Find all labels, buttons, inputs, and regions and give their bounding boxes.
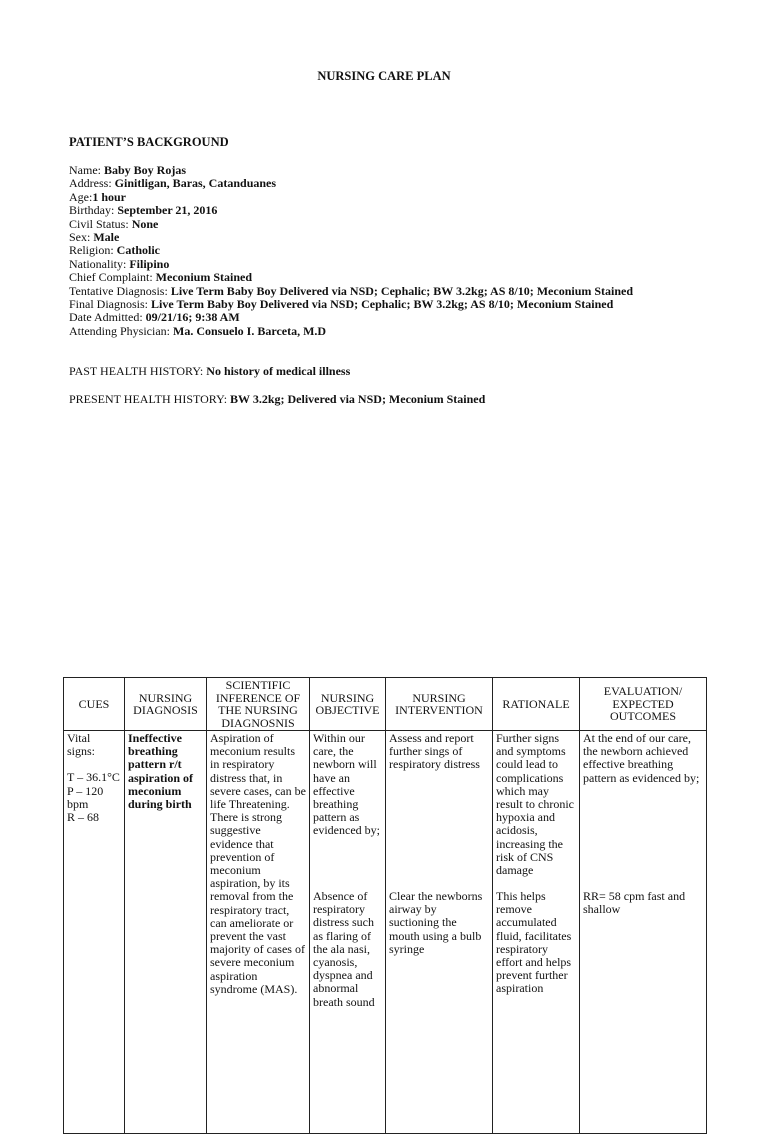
cell-rationale: [493, 731, 580, 1134]
cell-cues: [64, 731, 125, 1134]
cell-evaluation: [580, 731, 707, 1134]
cell-diagnosis: Ineffective breathing pattern r/t aspiration of meconium during birth: [125, 731, 207, 1134]
table-row: [64, 731, 707, 1134]
cues-pulse: P – 120 bpm: [67, 783, 104, 811]
objective-text-1: Within our care, the newborn will have an effective breathing pattern as evidenced by;: [313, 731, 380, 838]
table-header-row: [64, 678, 707, 731]
patient-info: [69, 164, 633, 338]
evaluation-text-2: RR= 58 cpm fast and shallow: [583, 889, 686, 917]
rationale-text-1: Further signs and symptoms could lead to complications which may result to chronic hypoxia and acidosis, increasing the risk of CNS damage: [496, 731, 574, 878]
attending-physician: Attending Physician: Ma. Consuelo I. Barceta, M.D: [69, 323, 327, 338]
evaluation-text-1: At the end of our care, the newborn achieved effective breathing pattern as evidenced by;: [583, 731, 700, 785]
document-title: NURSING CARE PLAN: [317, 69, 451, 83]
intervention-text-1: Assess and report further sings of respiratory distress: [389, 731, 480, 772]
header-nursing-objective: NURSING OBJECTIVE: [310, 678, 386, 731]
final-diagnosis: Final Diagnosis: Live Term Baby Boy Delivered via NSD; Cephalic; BW 3.2kg; AS 8/10; Meconium Stained: [69, 297, 614, 312]
patient-religion: Religion: Catholic: [69, 243, 161, 258]
header-nursing-intervention: NURSING INTERVENTION: [386, 678, 493, 731]
cell-inference: Aspiration of meconium results in respiratory distress that, in severe cases, can be life Threatening. There is strong suggestive evidence that prevention of meconium aspiration, by its removal from the respiratory tract, can ameliorate or prevent the vast majority of cases of severe meconium aspiration syndrome (MAS).: [207, 731, 310, 1134]
cues-temperature: T – 36.1°C: [67, 770, 120, 785]
patient-nationality: Nationality: Filipino: [69, 256, 170, 271]
patient-address: Address: Ginitligan, Baras, Catanduanes: [69, 176, 277, 191]
past-health-history: PAST HEALTH HISTORY: No history of medical illness: [69, 364, 351, 378]
patient-birthday: Birthday: September 21, 2016: [69, 203, 218, 218]
patient-name: Name: Baby Boy Rojas: [69, 163, 187, 177]
cues-vital-signs: Vital signs:: [67, 731, 96, 759]
header-cues: CUES: [64, 678, 125, 731]
intervention-text-2: Clear the newborns airway by suctioning the mouth using a bulb syringe: [389, 889, 483, 956]
cell-intervention: [386, 731, 493, 1134]
patient-age: Age:1 hour: [69, 189, 127, 204]
chief-complaint: Chief Complaint: Meconium Stained: [69, 270, 253, 285]
cues-respiration: R – 68: [67, 810, 100, 825]
header-rationale: RATIONALE: [493, 678, 580, 731]
date-admitted: Date Admitted: 09/21/16; 9:38 AM: [69, 310, 240, 325]
present-health-history: PRESENT HEALTH HISTORY: BW 3.2kg; Delivered via NSD; Meconium Stained: [69, 392, 486, 406]
patient-background-heading: PATIENT’S BACKGROUND: [69, 135, 229, 149]
cell-objective: [310, 731, 386, 1134]
objective-text-2: Absence of respiratory distress such as flaring of the ala nasi, cyanosis, dyspnea and abnormal breath sound: [313, 889, 375, 1009]
nursing-care-plan-table: [63, 677, 707, 1134]
header-nursing-diagnosis: NURSING DIAGNOSIS: [125, 678, 207, 731]
rationale-text-2: This helps remove accumulated fluid, facilitates respiratory effort and helps prevent further aspiration: [496, 889, 572, 996]
tentative-diagnosis: Tentative Diagnosis: Live Term Baby Boy Delivered via NSD; Cephalic; BW 3.2kg; AS 8/10; Meconium Stained: [69, 283, 634, 298]
header-scientific-inference: SCIENTIFIC INFERENCE OF THE NURSING DIAGNOSNIS: [207, 678, 310, 731]
header-evaluation: EVALUATION/ EXPECTED OUTCOMES: [580, 678, 707, 731]
patient-civil-status: Civil Status: None: [69, 216, 159, 231]
patient-sex: Sex: Male: [69, 230, 120, 245]
